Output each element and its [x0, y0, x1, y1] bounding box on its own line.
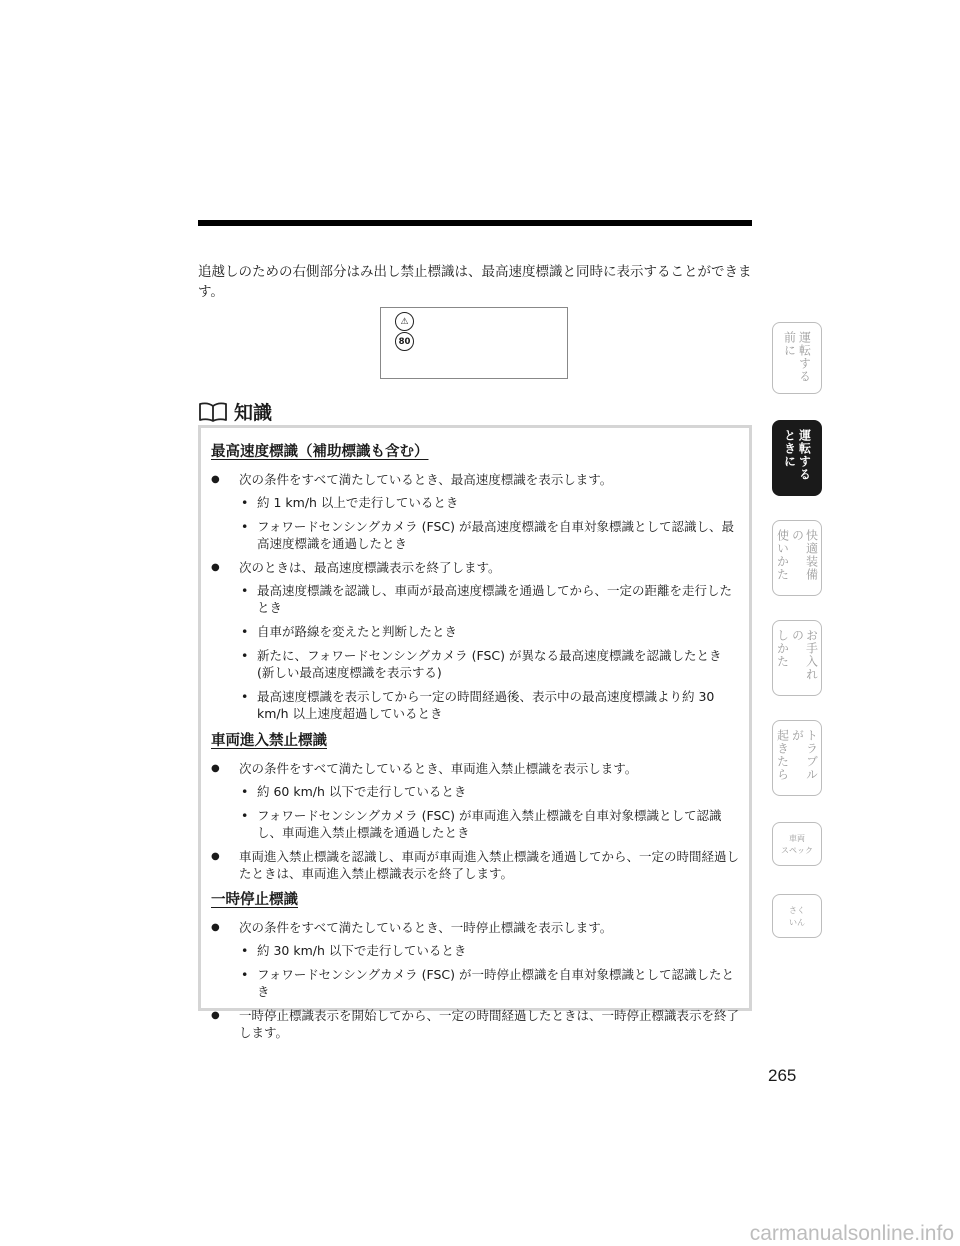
tab-label: トラブルが	[790, 729, 819, 781]
sub-item: • フォワードセンシングカメラ (FSC) が一時停止標識を自車対象標識として認識したとき	[239, 966, 739, 1000]
knowledge-heading	[198, 398, 272, 425]
tab-label: 快適装備の	[790, 529, 819, 581]
knowledge-box	[198, 425, 752, 1040]
sign-display-figure	[380, 307, 568, 379]
tab-label: さく	[789, 905, 805, 915]
section-title: 車両進入禁止標識	[211, 733, 327, 749]
bullet-list	[211, 760, 739, 882]
tab-while-driving[interactable]	[772, 420, 822, 496]
page-number: 265	[768, 1066, 797, 1085]
footer-watermark: carmanualsonline.info	[749, 1222, 954, 1245]
tab-index[interactable]	[772, 894, 822, 938]
tab-label: いん	[789, 917, 805, 927]
bullet-text: 次のときは、最高速度標識表示を終了します。	[239, 560, 501, 575]
sub-item: • 最高速度標識を表示してから一定の時間経過後、表示中の最高速度標識より約 30 km/h 以上速度超過しているとき	[239, 688, 739, 722]
bullet-text: 一時停止標識表示を開始してから、一定の時間経過したときは、一時停止標識表示を終了します。	[239, 1008, 740, 1040]
tab-label: しかた	[775, 629, 790, 668]
bullet-item	[211, 471, 739, 552]
bullet-item	[211, 559, 739, 722]
knowledge-title: 知識	[234, 402, 273, 424]
tab-label: 起きたら	[775, 729, 790, 781]
bullet-text: 次の条件をすべて満たしているとき、一時停止標識を表示します。	[239, 920, 613, 935]
sub-item: • 最高速度標識を認識し、車両が最高速度標識を通過してから、一定の距離を走行したとき	[239, 582, 739, 616]
tab-label: 使いかた	[775, 529, 790, 581]
sub-list	[239, 582, 739, 722]
sub-item: • 約 60 km/h 以下で走行しているとき	[239, 783, 739, 800]
bullet-text: 車両進入禁止標識を認識し、車両が車両進入禁止標識を通過してから、一定の時間経過したときは、車両進入禁止標識表示を終了します。	[239, 849, 740, 881]
tab-label: 前に	[782, 331, 797, 357]
tab-comfort-equipment[interactable]	[772, 520, 822, 596]
tab-label: 運転する	[797, 429, 812, 481]
sub-list	[239, 494, 739, 552]
section-title: 最高速度標識（補助標識も含む）	[211, 444, 429, 460]
tab-label: スペック	[781, 845, 813, 855]
section-title: 一時停止標識	[211, 892, 298, 908]
bullet-text: 次の条件をすべて満たしているとき、最高速度標識を表示します。	[239, 472, 613, 487]
tab-specs[interactable]	[772, 822, 822, 866]
sub-list	[239, 783, 739, 841]
sub-item: • 新たに、フォワードセンシングカメラ (FSC) が異なる最高速度標識を認識したとき (新しい最高速度標識を表示する)	[239, 647, 739, 681]
bullet-list	[211, 471, 739, 722]
tab-label: お手入れの	[790, 629, 819, 681]
bullet-list	[211, 919, 739, 1041]
tab-label: ときに	[782, 429, 797, 468]
book-icon	[198, 401, 228, 423]
sub-item: • 自車が路線を変えたと判断したとき	[239, 623, 739, 640]
bullet-item	[211, 1007, 739, 1041]
sub-item: • フォワードセンシングカメラ (FSC) が車両進入禁止標識を自車対象標識として認識し、車両進入禁止標識を通過したとき	[239, 807, 739, 841]
sub-item: • 約 30 km/h 以下で走行しているとき	[239, 942, 739, 959]
no-overtaking-sign-icon: ⚠	[395, 312, 414, 331]
tab-trouble[interactable]	[772, 720, 822, 796]
bullet-text: 次の条件をすべて満たしているとき、車両進入禁止標識を表示します。	[239, 761, 638, 776]
tab-before-driving[interactable]	[772, 322, 822, 394]
sub-list	[239, 942, 739, 1000]
sub-item: • フォワードセンシングカメラ (FSC) が最高速度標識を自車対象標識として認識し、最高速度標識を通過したとき	[239, 518, 739, 552]
speed-limit-sign-icon: 80	[395, 332, 414, 351]
tab-label: 車両	[789, 833, 805, 843]
tab-maintenance[interactable]	[772, 620, 822, 696]
intro-text: 追越しのための右側部分はみ出し禁止標識は、最高速度標識と同時に表示することができます。	[198, 264, 752, 300]
bullet-item	[211, 919, 739, 1000]
top-rule	[198, 220, 752, 226]
sub-item: • 約 1 km/h 以上で走行しているとき	[239, 494, 739, 511]
tab-label: 運転する	[797, 331, 812, 383]
bullet-item	[211, 848, 739, 882]
bullet-item	[211, 760, 739, 841]
